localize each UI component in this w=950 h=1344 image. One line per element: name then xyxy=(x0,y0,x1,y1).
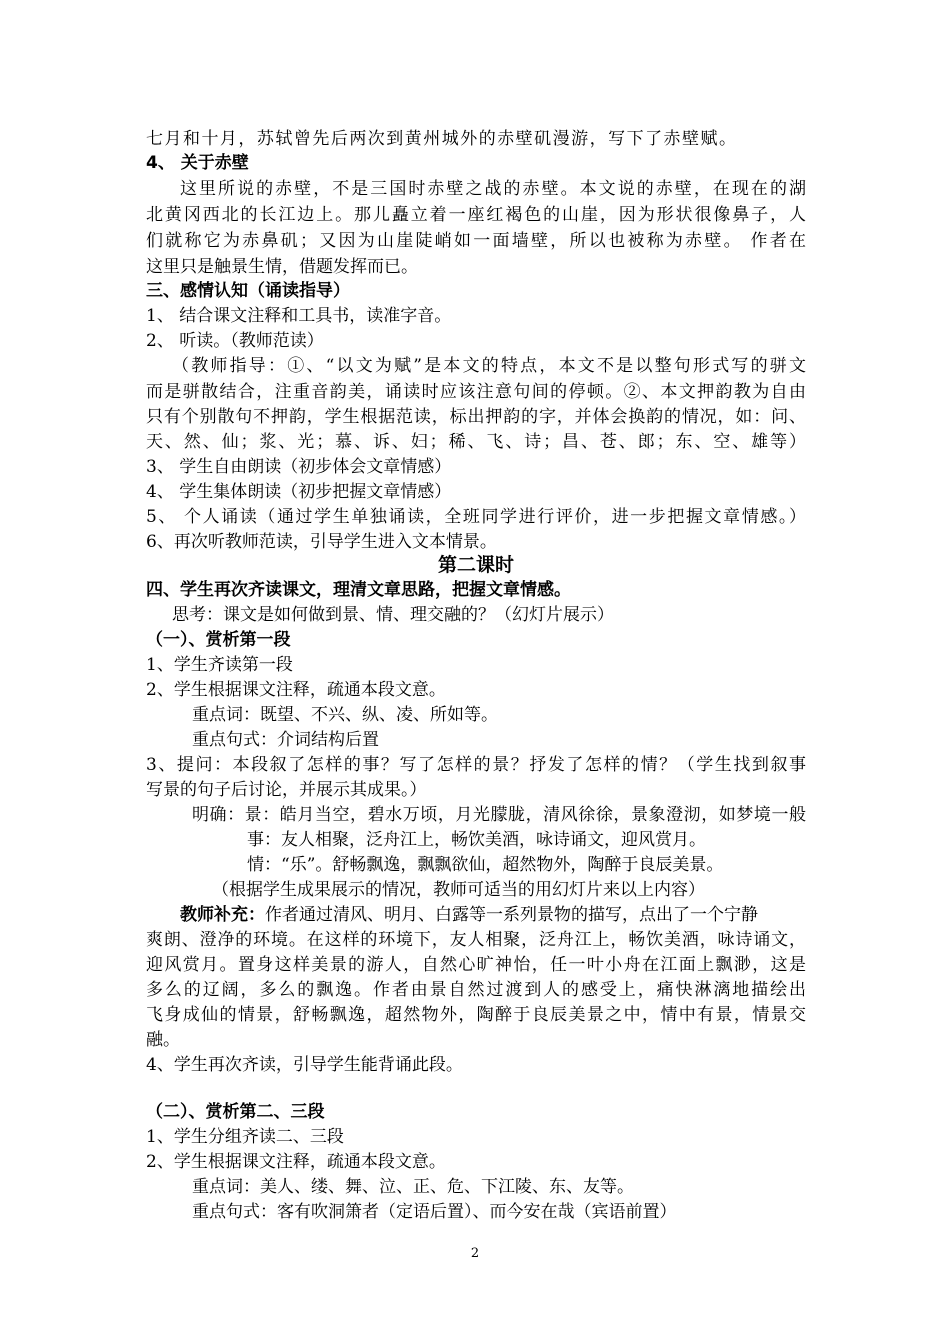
text-line: （教师指导：①、“以文为赋”是本文的特点，本文不是以整句形式写的骈文 xyxy=(172,356,806,376)
text-line: 融。 xyxy=(146,1030,180,1050)
text-line: 2、学生根据课文注释，疏通本段文意。 xyxy=(146,1152,446,1172)
text-line: 重点词：既望、不兴、纵、凌、所如等。 xyxy=(192,705,498,725)
text-line: 4、 学生集体朗读（初步把握文章情感） xyxy=(146,482,452,502)
text-line: 只有个别散句不押韵，学生根据范读，标出押韵的字，并体会换韵的情况，如：问、 xyxy=(146,407,806,427)
section-heading: 4、 关于赤壁 xyxy=(146,153,249,173)
text-line: 情：“乐”。舒畅飘逸，飘飘欲仙，超然物外，陶醉于良辰美景。 xyxy=(247,855,724,875)
text-line: 明确：景：皓月当空，碧水万顷，月光朦胧，清风徐徐，景象澄沏，如梦境一般 xyxy=(192,805,806,825)
text-line: 1、 结合课文注释和工具书，读准字音。 xyxy=(146,306,452,326)
text-line: 多么的辽阔，多么的飘逸。作者由景自然过渡到人的感受上，痛快淋漓地描绘出 xyxy=(146,980,806,1000)
text-line: 天、然、仙；浆、光；慕、诉、妇；稀、飞、诗；昌、苍、郎；东、空、雄等） xyxy=(146,432,806,452)
text-line: 重点句式：介词结构后置 xyxy=(192,730,379,750)
text-line: 迎风赏月。置身这样美景的游人，自然心旷神怡，任一叶小舟在江面上飘渺，这是 xyxy=(146,955,806,975)
text-line: 七月和十月，苏轼曾先后两次到黄州城外的赤壁矶漫游，写下了赤壁赋。 xyxy=(146,129,736,149)
text-line: 2、 听读。（教师范读） xyxy=(146,331,324,351)
teacher-supplement-label: 教师补充： xyxy=(180,905,265,925)
text-line: 思考：课文是如何做到景、情、理交融的？（幻灯片展示） xyxy=(172,605,614,625)
text-line: 事：友人相聚，泛舟江上，畅饮美酒，咏诗诵文，迎风赏月。 xyxy=(247,830,706,850)
text-line: 3、 学生自由朗读（初步体会文章情感） xyxy=(146,457,452,477)
section-heading: 四、学生再次齐读课文，理清文章思路，把握文章情感。 xyxy=(146,580,571,600)
text-line: 重点词：美人、缕、舞、泣、正、危、下江陵、东、友等。 xyxy=(192,1177,634,1197)
text-line: 而是骈散结合，注重音韵美，诵读时应该注意句间的停顿。②、本文押韵教为自由 xyxy=(146,382,806,402)
text-line: 们就称它为赤鼻矶；又因为山崖陡峭如一面墙壁，所以也被称为赤壁。 作者在 xyxy=(146,231,806,251)
text-line: 3、提问：本段叙了怎样的事？写了怎样的景？抒发了怎样的情？（学生找到叙事 xyxy=(146,755,806,775)
section-heading: （二）、赏析第二、三段 xyxy=(146,1102,325,1122)
text-line: 6、再次听教师范读，引导学生进入文本情景。 xyxy=(146,532,497,552)
lesson-title: 第二课时 xyxy=(437,554,514,576)
text-line: 这里只是触景生情，借题发挥而已。 xyxy=(146,257,418,277)
text-line: 这里所说的赤壁，不是三国时赤壁之战的赤壁。本文说的赤壁，在现在的湖 xyxy=(180,179,806,199)
text-line: 1、学生齐读第一段 xyxy=(146,655,293,675)
text-line: 北黄冈西北的长江边上。那儿矗立着一座红褐色的山崖，因为形状很像鼻子，人 xyxy=(146,205,806,225)
text-line: 4、学生再次齐读，引导学生能背诵此段。 xyxy=(146,1055,463,1075)
section-heading: （一）、赏析第一段 xyxy=(146,630,291,650)
text-line: 爽朗、澄净的环境。在这样的环境下，友人相聚，泛舟江上，畅饮美酒，咏诗诵文， xyxy=(146,930,806,950)
section-heading: 三、感情认知（诵读指导） xyxy=(146,281,350,301)
text-line: 2、学生根据课文注释，疏通本段文意。 xyxy=(146,680,446,700)
text-line: 重点句式：客有吹洞箫者（定语后置）、而今安在哉（宾语前置） xyxy=(192,1202,677,1222)
page-number: 2 xyxy=(470,1246,480,1261)
text-line: 1、学生分组齐读二、三段 xyxy=(146,1127,344,1147)
text-line: （根据学生成果展示的情况，教师可适当的用幻灯片来以上内容） xyxy=(212,880,705,900)
text-line xyxy=(180,903,806,927)
text-span: 作者通过清风、明月、白露等一系列景物的描写，点出了一个宁静 xyxy=(265,905,758,925)
text-line: 飞身成仙的情景，舒畅飘逸，超然物外，陶醉于良辰美景之中，情中有景，情景交 xyxy=(146,1005,806,1025)
text-line: 5、 个人诵读（通过学生单独诵读，全班同学进行评价，进一步把握文章情感。） xyxy=(146,507,806,527)
text-line: 写景的句子后讨论，并展示其成果。） xyxy=(146,780,427,800)
